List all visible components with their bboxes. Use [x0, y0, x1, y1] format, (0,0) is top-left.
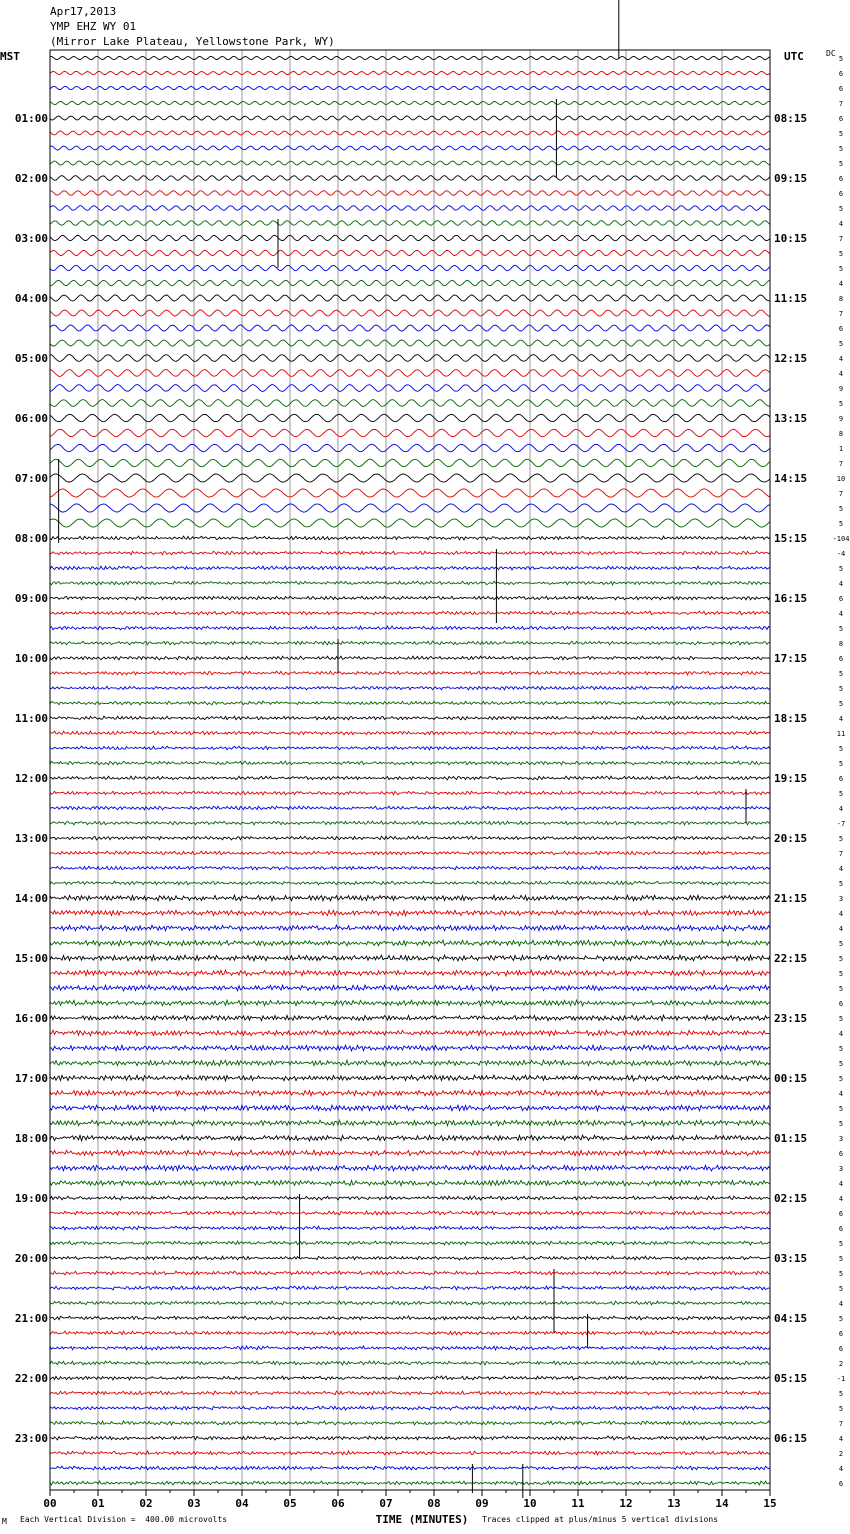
- dc-offset-label: 8: [838, 295, 844, 303]
- dc-offset-label: 5: [838, 625, 844, 633]
- trace-line: [50, 444, 770, 452]
- right-hour-label: 11:15: [774, 292, 808, 305]
- dc-offset-label: 5: [838, 1120, 844, 1128]
- left-hour-label: 21:00: [14, 1312, 48, 1325]
- trace-line: [50, 519, 770, 527]
- dc-offset-label: 5: [838, 340, 844, 348]
- trace-line: [50, 1075, 770, 1081]
- left-timezone-label: MST: [0, 50, 20, 63]
- dc-offset-label: 5: [838, 955, 844, 963]
- dc-offset-label: 7: [838, 490, 844, 498]
- trace-line: [50, 340, 770, 346]
- x-tick-label: 11: [571, 1497, 585, 1510]
- trace-line: [50, 791, 770, 795]
- dc-offset-label: 5: [838, 1240, 844, 1248]
- dc-offset-label: 6: [838, 1210, 844, 1218]
- dc-offset-label: 7: [838, 1420, 844, 1428]
- trace-line: [50, 1406, 770, 1410]
- dc-offset-label: 5: [838, 160, 844, 168]
- trace-line: [50, 1271, 770, 1275]
- dc-offset-label: 2: [838, 1450, 844, 1458]
- trace-line: [50, 370, 770, 377]
- dc-offset-label: 5: [838, 520, 844, 528]
- footer-scale-text: Each Vertical Division = 400.00 microvolts: [20, 1515, 228, 1524]
- trace-line: [50, 716, 770, 720]
- dc-offset-label: 5: [838, 1390, 844, 1398]
- right-hour-label: 18:15: [774, 712, 808, 725]
- left-hour-label: 03:00: [14, 232, 48, 245]
- trace-line: [50, 1241, 770, 1245]
- dc-offset-label: 6: [838, 1225, 844, 1233]
- dc-offset-label: 6: [838, 85, 844, 93]
- dc-offset-label: 5: [838, 1015, 844, 1023]
- trace-line: [50, 1316, 770, 1320]
- header-date: Apr17,2013: [50, 5, 117, 18]
- left-hour-label: 10:00: [14, 652, 48, 665]
- left-hour-label: 09:00: [14, 592, 48, 605]
- trace-line: [50, 56, 770, 59]
- trace-line: [50, 851, 770, 855]
- right-hour-label: 15:15: [774, 532, 808, 545]
- trace-line: [50, 910, 770, 915]
- dc-offset-label: 5: [838, 265, 844, 273]
- dc-offset-label: 3: [838, 1165, 844, 1173]
- trace-line: [50, 161, 770, 165]
- x-tick-label: 03: [187, 1497, 201, 1510]
- trace-line: [50, 146, 770, 150]
- dc-offset-label: 6: [838, 325, 844, 333]
- dc-offset-label: 11: [836, 730, 846, 738]
- trace-line: [50, 1090, 770, 1096]
- x-tick-label: 01: [91, 1497, 105, 1510]
- dc-offset-label: 4: [838, 220, 844, 228]
- left-hour-label: 23:00: [14, 1432, 48, 1445]
- dc-offset-label: 4: [838, 910, 844, 918]
- trace-line: [50, 746, 770, 750]
- trace-line: [50, 1346, 770, 1350]
- trace-line: [50, 1000, 770, 1006]
- footer-clip-text: Traces clipped at plus/minus 5 vertical divisions: [482, 1515, 719, 1524]
- dc-offset-label: 4: [838, 865, 844, 873]
- trace-line: [50, 1481, 770, 1485]
- trace-line: [50, 429, 770, 437]
- trace-line: [50, 1135, 770, 1141]
- left-hour-label: 02:00: [14, 172, 48, 185]
- trace-line: [50, 101, 770, 104]
- dc-offset-label: 5: [838, 835, 844, 843]
- dc-offset-label: 5: [838, 1315, 844, 1323]
- trace-line: [50, 1301, 770, 1305]
- right-timezone-label: UTC: [784, 50, 804, 63]
- dc-offset-label: 4: [838, 925, 844, 933]
- trace-line: [50, 1030, 770, 1036]
- trace-line: [50, 1451, 770, 1455]
- left-hour-label: 17:00: [14, 1072, 48, 1085]
- trace-line: [50, 1120, 770, 1126]
- trace-line: [50, 551, 770, 555]
- right-hour-label: 14:15: [774, 472, 808, 485]
- trace-line: [50, 671, 770, 675]
- x-tick-label: 07: [379, 1497, 393, 1510]
- dc-offset-label: 5: [838, 505, 844, 513]
- trace-line: [50, 1180, 770, 1186]
- left-hour-label: 19:00: [14, 1192, 48, 1205]
- x-tick-label: 00: [43, 1497, 57, 1510]
- dc-offset-label: 6: [838, 1000, 844, 1008]
- trace-line: [50, 1211, 770, 1215]
- dc-offset-label: 6: [838, 1480, 844, 1488]
- left-hour-label: 04:00: [14, 292, 48, 305]
- left-hour-label: 05:00: [14, 352, 48, 365]
- trace-line: [50, 325, 770, 331]
- trace-line: [50, 821, 770, 825]
- left-hour-label: 06:00: [14, 412, 48, 425]
- trace-line: [50, 86, 770, 89]
- dc-offset-label: 5: [838, 985, 844, 993]
- dc-offset-label: 4: [838, 1195, 844, 1203]
- trace-line: [50, 1015, 770, 1021]
- trace-line: [50, 176, 770, 181]
- right-hour-label: 08:15: [774, 112, 808, 125]
- trace-line: [50, 581, 770, 585]
- dc-offset-label: 5: [838, 1285, 844, 1293]
- dc-offset-label: 5: [838, 565, 844, 573]
- dc-offset-label: 4: [838, 1300, 844, 1308]
- trace-line: [50, 940, 770, 946]
- trace-line: [50, 895, 770, 901]
- trace-line: [50, 206, 770, 211]
- right-hour-label: 16:15: [774, 592, 808, 605]
- trace-line: [50, 235, 770, 241]
- trace-line: [50, 970, 770, 976]
- trace-line: [50, 866, 770, 870]
- dc-offset-label: 4: [838, 1465, 844, 1473]
- dc-offset-label: 6: [838, 1345, 844, 1353]
- dc-offset-label: 5: [838, 130, 844, 138]
- trace-line: [50, 250, 770, 256]
- x-tick-label: 08: [427, 1497, 441, 1510]
- dc-offset-label: -7: [836, 820, 846, 828]
- trace-line: [50, 1391, 770, 1395]
- right-hour-label: 22:15: [774, 952, 808, 965]
- dc-offset-label: 6: [838, 115, 844, 123]
- dc-offset-label: 5: [838, 250, 844, 258]
- trace-line: [50, 116, 770, 120]
- trace-line: [50, 1286, 770, 1290]
- left-hour-label: 07:00: [14, 472, 48, 485]
- dc-offset-label: 4: [838, 580, 844, 588]
- trace-line: [50, 955, 770, 961]
- right-hour-label: 13:15: [774, 412, 808, 425]
- trace-line: [50, 1376, 770, 1380]
- dc-offset-label: 5: [838, 55, 844, 63]
- trace-line: [50, 566, 770, 570]
- dc-offset-label: 7: [838, 310, 844, 318]
- right-hour-label: 09:15: [774, 172, 808, 185]
- dc-offset-label: 9: [838, 415, 844, 423]
- header-station: YMP EHZ WY 01: [50, 20, 137, 33]
- right-hour-label: 12:15: [774, 352, 808, 365]
- trace-line: [50, 221, 770, 226]
- right-hour-label: 10:15: [774, 232, 808, 245]
- dc-header-label: DC: [826, 49, 836, 58]
- dc-offset-label: 5: [838, 1255, 844, 1263]
- x-tick-label: 14: [715, 1497, 729, 1510]
- dc-offset-label: 3: [838, 895, 844, 903]
- trace-line: [50, 1045, 770, 1051]
- dc-offset-label: 10: [836, 475, 846, 483]
- trace-line: [50, 925, 770, 931]
- trace-line: [50, 836, 770, 840]
- dc-offset-label: 5: [838, 1045, 844, 1053]
- dc-offset-label: 5: [838, 400, 844, 408]
- dc-offset-label: 5: [838, 1075, 844, 1083]
- left-hour-label: 20:00: [14, 1252, 48, 1265]
- left-hour-label: 08:00: [14, 532, 48, 545]
- dc-offset-label: 4: [838, 355, 844, 363]
- right-hour-label: 02:15: [774, 1192, 808, 1205]
- trace-line: [50, 701, 770, 705]
- dc-offset-label: 6: [838, 70, 844, 78]
- dc-offset-label: 5: [838, 1105, 844, 1113]
- dc-offset-label: 5: [838, 1405, 844, 1413]
- trace-line: [50, 611, 770, 615]
- trace-line: [50, 761, 770, 765]
- dc-offset-label: 2: [838, 1360, 844, 1368]
- dc-offset-label: 8: [838, 430, 844, 438]
- dc-offset-label: 6: [838, 190, 844, 198]
- trace-line: [50, 776, 770, 780]
- dc-offset-label: -4: [836, 550, 846, 558]
- left-hour-label: 15:00: [14, 952, 48, 965]
- right-hour-label: 04:15: [774, 1312, 808, 1325]
- dc-offset-label: 5: [838, 760, 844, 768]
- trace-line: [50, 504, 770, 512]
- right-hour-label: 19:15: [774, 772, 808, 785]
- footer-mark: M: [2, 1517, 7, 1526]
- trace-line: [50, 626, 770, 630]
- dc-offset-label: 7: [838, 850, 844, 858]
- dc-offset-label: 5: [838, 940, 844, 948]
- dc-offset-label: 5: [838, 205, 844, 213]
- trace-line: [50, 1150, 770, 1156]
- trace-line: [50, 985, 770, 991]
- dc-offset-label: 6: [838, 1150, 844, 1158]
- left-hour-label: 12:00: [14, 772, 48, 785]
- dc-offset-label: 5: [838, 1060, 844, 1068]
- trace-line: [50, 1331, 770, 1335]
- trace-line: [50, 414, 770, 422]
- trace-line: [50, 641, 770, 645]
- trace-line: [50, 1226, 770, 1230]
- dc-offset-label: 3: [838, 1135, 844, 1143]
- dc-offset-label: 5: [838, 700, 844, 708]
- dc-offset-label: 5: [838, 970, 844, 978]
- right-hour-label: 20:15: [774, 832, 808, 845]
- x-tick-label: 04: [235, 1497, 249, 1510]
- left-hour-label: 13:00: [14, 832, 48, 845]
- trace-line: [50, 280, 770, 286]
- trace-line: [50, 265, 770, 271]
- dc-offset-label: 4: [838, 610, 844, 618]
- dc-offset-label: 4: [838, 1090, 844, 1098]
- dc-offset-label: 4: [838, 1030, 844, 1038]
- left-hour-label: 18:00: [14, 1132, 48, 1145]
- dc-offset-label: 6: [838, 175, 844, 183]
- dc-offset-label: 5: [838, 745, 844, 753]
- trace-line: [50, 459, 770, 467]
- trace-line: [50, 131, 770, 135]
- trace-line: [50, 1196, 770, 1200]
- trace-line: [50, 656, 770, 660]
- dc-offset-label: -1: [836, 1375, 846, 1383]
- dc-offset-label: 8: [838, 640, 844, 648]
- x-tick-label: 02: [139, 1497, 153, 1510]
- trace-line: [50, 1361, 770, 1365]
- x-tick-label: 09: [475, 1497, 489, 1510]
- trace-line: [50, 1421, 770, 1425]
- trace-line: [50, 731, 770, 735]
- left-hour-label: 11:00: [14, 712, 48, 725]
- dc-offset-label: 5: [838, 685, 844, 693]
- trace-line: [50, 881, 770, 885]
- trace-line: [50, 400, 770, 407]
- dc-offset-label: 7: [838, 235, 844, 243]
- right-hour-label: 05:15: [774, 1372, 808, 1385]
- trace-line: [50, 295, 770, 301]
- header-location: (Mirror Lake Plateau, Yellowstone Park, WY): [50, 35, 335, 48]
- trace-line: [50, 806, 770, 810]
- dc-offset-label: 9: [838, 385, 844, 393]
- trace-line: [50, 310, 770, 316]
- dc-offset-label: 6: [838, 595, 844, 603]
- dc-offset-label: 7: [838, 100, 844, 108]
- x-tick-label: 05: [283, 1497, 297, 1510]
- dc-offset-label: 5: [838, 670, 844, 678]
- dc-offset-label: 1: [838, 445, 844, 453]
- trace-line: [50, 355, 770, 362]
- right-hour-label: 17:15: [774, 652, 808, 665]
- left-hour-label: 01:00: [14, 112, 48, 125]
- x-tick-label: 15: [763, 1497, 777, 1510]
- trace-line: [50, 1165, 770, 1171]
- dc-offset-label: 4: [838, 715, 844, 723]
- dc-offset-label: 4: [838, 370, 844, 378]
- trace-line: [50, 474, 770, 482]
- dc-offset-label: 5: [838, 790, 844, 798]
- trace-line: [50, 1060, 770, 1066]
- trace-line: [50, 191, 770, 196]
- trace-line: [50, 1105, 770, 1111]
- dc-offset-label: 6: [838, 1330, 844, 1338]
- right-hour-label: 01:15: [774, 1132, 808, 1145]
- left-hour-label: 22:00: [14, 1372, 48, 1385]
- dc-offset-label: 4: [838, 805, 844, 813]
- dc-offset-label: 4: [838, 1180, 844, 1188]
- left-hour-label: 14:00: [14, 892, 48, 905]
- x-tick-label: 10: [523, 1497, 537, 1510]
- x-axis-label: TIME (MINUTES): [375, 1513, 469, 1526]
- x-tick-label: 06: [331, 1497, 345, 1510]
- right-hour-label: 00:15: [774, 1072, 808, 1085]
- x-tick-label: 12: [619, 1497, 633, 1510]
- trace-line: [50, 686, 770, 690]
- dc-offset-label: 5: [838, 880, 844, 888]
- right-hour-label: 03:15: [774, 1252, 808, 1265]
- trace-line: [50, 489, 770, 497]
- trace-line: [50, 385, 770, 392]
- trace-line: [50, 596, 770, 600]
- right-hour-label: 23:15: [774, 1012, 808, 1025]
- dc-offset-label: 5: [838, 145, 844, 153]
- dc-offset-label: -104: [832, 535, 850, 543]
- x-tick-label: 13: [667, 1497, 681, 1510]
- left-hour-label: 16:00: [14, 1012, 48, 1025]
- dc-offset-label: 4: [838, 280, 844, 288]
- right-hour-label: 21:15: [774, 892, 808, 905]
- dc-offset-label: 4: [838, 1435, 844, 1443]
- dc-offset-label: 7: [838, 460, 844, 468]
- dc-offset-label: 5: [838, 1270, 844, 1278]
- trace-line: [50, 1466, 770, 1470]
- trace-line: [50, 71, 770, 74]
- dc-offset-label: 6: [838, 775, 844, 783]
- dc-offset-label: 6: [838, 655, 844, 663]
- trace-line: [50, 1436, 770, 1440]
- right-hour-label: 06:15: [774, 1432, 808, 1445]
- trace-line: [50, 536, 770, 540]
- trace-line: [50, 1256, 770, 1260]
